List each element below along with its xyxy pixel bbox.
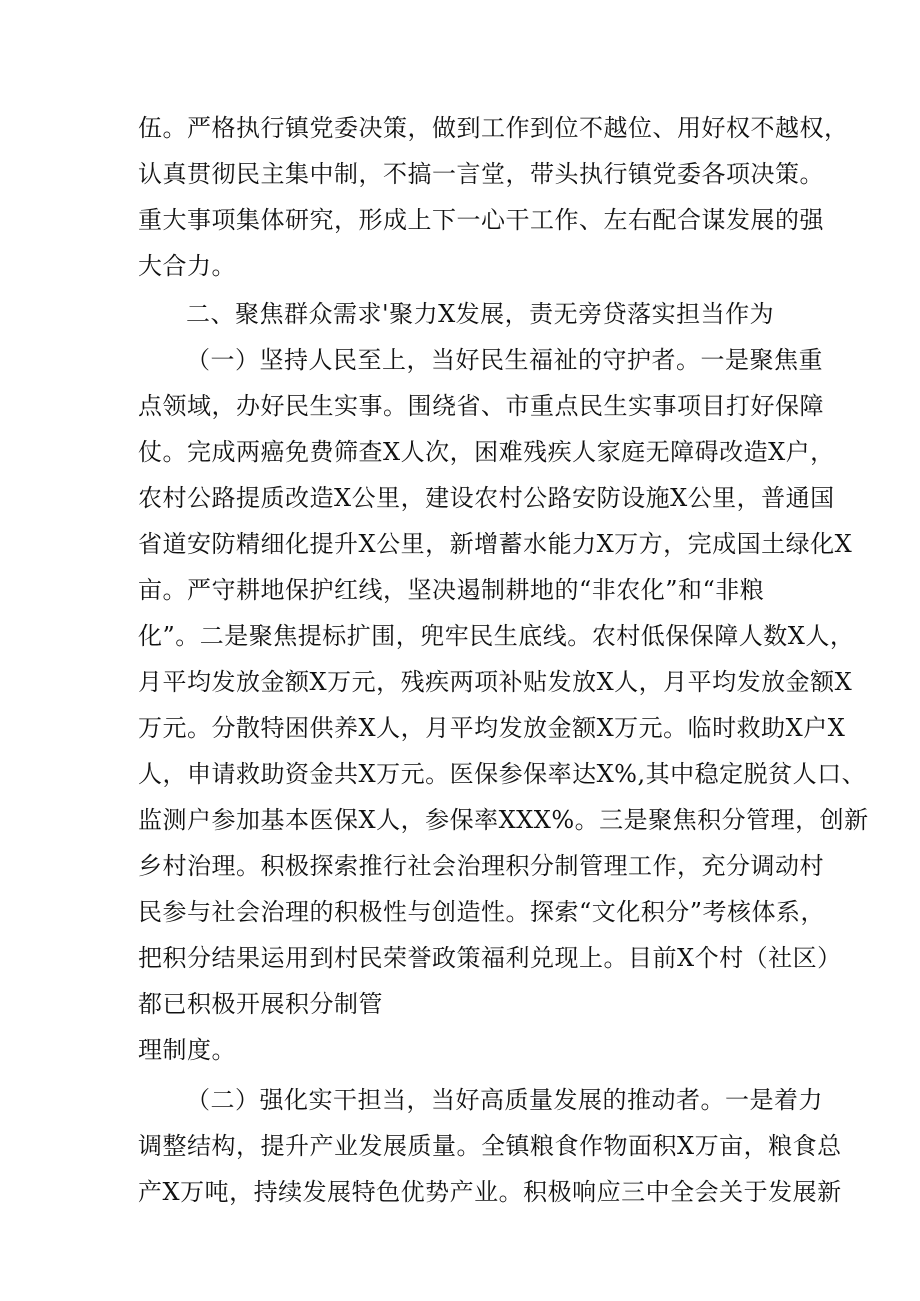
body-line-18: 民参与社会治理的积极性与创造性。探索“文化积分”考核体系， [138, 898, 826, 926]
body-line-13: 月平均发放金额X万元，残疾两项补贴发放X人，月平均发放金额X [138, 668, 853, 696]
body-line-17: 乡村治理。积极探索推行社会治理积分制管理工作，充分调动村 [138, 852, 824, 880]
body-line-20: 都已积极开展积分制管 [138, 990, 383, 1018]
body-line-11: 亩。严守耕地保护红线，坚决遏制耕地的“非农化”和“非粮 [138, 576, 765, 604]
body-line-3: 重大事项集体研究，形成上下一心干工作、左右配合谋发展的强 [138, 206, 824, 234]
body-line-19: 把积分结果运用到村民荣誉政策福利兑现上。目前X个村（社区） [138, 944, 842, 972]
body-line-16: 监测户参加基本医保X人，参保率XXX%。三是聚焦积分管理，创新 [138, 806, 869, 834]
subsection-1-heading-line: （一）坚持人民至上，当好民生福祉的守护者。一是聚焦重 [186, 346, 823, 374]
body-line-10: 省道安防精细化提升X公里，新增蓄水能力X万方，完成国土绿化X [138, 530, 853, 558]
body-line-21: 理制度。 [138, 1036, 236, 1064]
body-line-8: 仗。完成两癌免费筛查X人次，困难残疾人家庭无障碍改造X户， [138, 438, 835, 466]
body-line-1: 伍。严格执行镇党委决策，做到工作到位不越位、用好权不越权， [138, 114, 849, 142]
body-line-4: 大合力。 [138, 252, 236, 280]
body-line-2: 认真贯彻民主集中制，不搞一言堂，带头执行镇党委各项决策。 [138, 160, 824, 188]
body-line-12: 化”。二是聚焦提标扩围，兜牢民生底线。农村低保保障人数X人， [138, 622, 855, 650]
body-line-24: 产X万吨，持续发展特色优势产业。积极响应三中全会关于发展新 [138, 1178, 842, 1206]
body-line-23: 调整结构，提升产业发展质量。全镇粮食作物面积X万亩，粮食总 [138, 1132, 842, 1160]
section-heading: 二、聚焦群众需求'聚力X发展，责无旁贷落实担当作为 [186, 300, 775, 328]
body-line-14: 万元。分散特困供养X人，月平均发放金额X万元。临时救助X户X [138, 714, 846, 742]
subsection-2-heading-line: （二）强化实干担当，当好高质量发展的推动者。一是着力 [186, 1086, 823, 1114]
body-line-15: 人，申请救助资金共X万元。医保参保率达X%,其中稳定脱贫人口、 [138, 760, 867, 788]
body-line-9: 农村公路提质改造X公里，建设农村公路安防设施X公里，普通国 [138, 484, 835, 512]
body-line-7: 点领域，办好民生实事。围绕省、市重点民生实事项目打好保障 [138, 392, 824, 420]
